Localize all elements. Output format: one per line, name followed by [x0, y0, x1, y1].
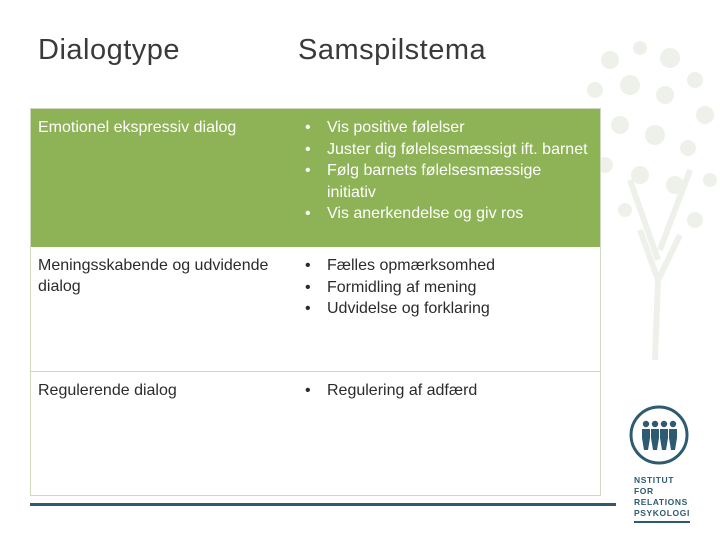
list-item: • Juster dig følelsesmæssigt ift. barnet [299, 139, 594, 161]
dialog-type-cell: Meningsskabende og udvidende dialog [38, 257, 269, 295]
list-item: • Formidling af mening [299, 277, 594, 299]
institute-logo [628, 404, 694, 523]
bullet-icon: • [305, 278, 311, 296]
theme-list [299, 117, 594, 225]
logo-people-icon [628, 404, 690, 466]
dialog-type-cell: Emotionel ekspressiv dialog [38, 119, 237, 136]
list-item: • Vis positive følelser [299, 117, 594, 139]
bullet-icon: • [305, 119, 311, 136]
theme-list [299, 380, 594, 402]
theme-list [299, 255, 594, 320]
bullet-icon: • [305, 140, 311, 158]
table-row [31, 372, 600, 496]
bullet-icon: • [305, 382, 311, 399]
table-row [31, 109, 600, 247]
dialog-type-cell: Regulerende dialog [38, 382, 177, 399]
column-header-dialogtype: Dialogtype [38, 34, 181, 66]
footer-rule [30, 503, 616, 506]
dialog-table [30, 108, 601, 496]
table-row [31, 247, 600, 372]
bullet-icon: • [305, 257, 311, 274]
logo-underline [634, 521, 690, 523]
list-item: • Følg barnets følelsesmæssige initiativ [305, 162, 542, 201]
list-item: • Fælles opmærksomhed [299, 255, 594, 277]
list-item: • Vis anerkendelse og giv ros [299, 203, 594, 225]
bullet-icon: • [305, 162, 311, 179]
column-header-samspilstema: Samspilstema [298, 34, 487, 66]
logo-text: NSTITUT FOR RELATIONS PSYKOLOGI [634, 475, 690, 518]
bullet-icon: • [305, 300, 311, 317]
bullet-icon: • [305, 205, 311, 222]
list-item: • Udvidelse og forklaring [299, 298, 594, 320]
list-item: • Regulering af adfærd [299, 380, 594, 402]
